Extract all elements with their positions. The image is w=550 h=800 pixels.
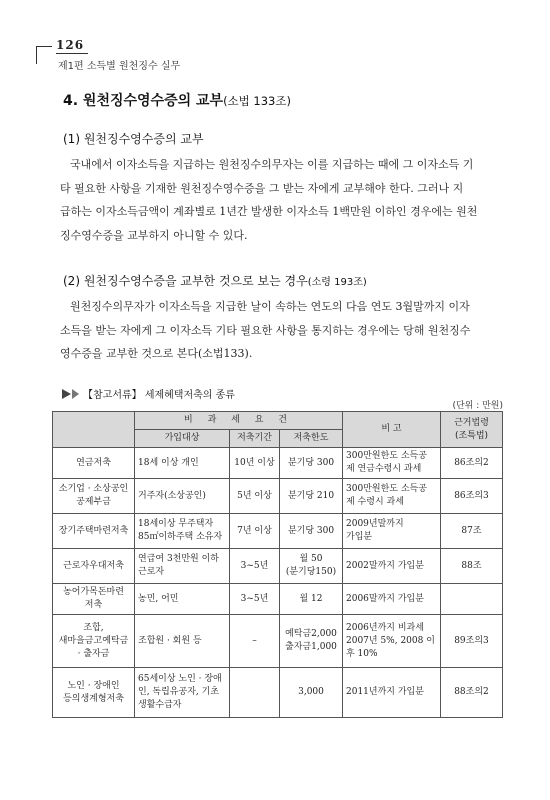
cell-period xyxy=(230,549,280,584)
cell-line: 출자금1,000 xyxy=(285,642,337,652)
table-row xyxy=(53,448,503,479)
cell-line: 공제부금 xyxy=(76,497,111,507)
cell-line: 인, 독립유공자, 기초 xyxy=(138,687,219,697)
cell-line: 89조의3 xyxy=(454,635,489,646)
cell-line: 65세이상 노인 · 장애 xyxy=(138,674,222,684)
cell-limit xyxy=(280,668,343,718)
cell-line: 소기업 · 소상공인 xyxy=(58,484,129,494)
cell-line: 7년 이상 xyxy=(237,525,272,536)
cell-note xyxy=(343,448,441,479)
cell-line: 18세이상 무주택자 xyxy=(138,519,214,529)
table-row xyxy=(53,584,503,615)
cell-law xyxy=(441,448,503,479)
page-number: 126 xyxy=(56,38,85,52)
cell-note xyxy=(343,549,441,584)
cell-note xyxy=(343,514,441,549)
savings-table xyxy=(52,411,503,718)
cell-line: 거주자(소상공인) xyxy=(138,490,206,501)
section-title-ref: (소법 133조) xyxy=(223,94,291,108)
cell-limit xyxy=(280,549,343,584)
cell-period xyxy=(230,615,280,668)
paragraph-line: 급하는 이자소득금액이 계좌별로 1년간 발생한 이자소득 1백만원 이하인 경우에는 원천 xyxy=(60,205,478,218)
cell-line: 2007년 5%, 2008 이 xyxy=(346,635,435,646)
subsection-2-title xyxy=(63,272,367,289)
cell-period xyxy=(230,514,280,549)
cell-line: 농어가목돈마련 xyxy=(63,587,124,597)
cell-limit xyxy=(280,584,343,615)
cell-line: 2002말까지 가입분 xyxy=(346,560,424,571)
table-row xyxy=(53,668,503,718)
cell-line: 300만원한도 소득공 xyxy=(346,451,427,461)
table-header-row xyxy=(53,412,503,430)
cell-line: 가입분 xyxy=(346,532,373,542)
cell-name xyxy=(53,448,135,479)
paragraph-line: 영수증을 교부한 것으로 본다(소법133). xyxy=(60,347,253,360)
header-cell-limit: 저축한도 xyxy=(280,430,343,448)
cell-period xyxy=(230,448,280,479)
header-law-line: (조특법) xyxy=(454,430,489,441)
cell-line: 2009년말까지 xyxy=(346,519,404,529)
cell-law xyxy=(441,615,503,668)
cell-line: 제 수령시 과세 xyxy=(346,497,404,507)
cell-note xyxy=(343,584,441,615)
header-cell-law xyxy=(441,412,503,448)
header-cell-note: 비 고 xyxy=(343,412,441,448)
cell-line: 2006말까지 가입분 xyxy=(346,593,424,604)
cell-name xyxy=(53,514,135,549)
cell-target xyxy=(135,448,230,479)
cell-line: 예탁금2,000 xyxy=(285,629,337,639)
chapter-title: 제1편 소득별 원천징수 실무 xyxy=(58,61,181,72)
table-row xyxy=(53,514,503,549)
arrow-icon xyxy=(62,389,71,399)
cell-line: 조합, xyxy=(83,622,104,633)
cell-line: 2006년까지 비과세 xyxy=(346,622,424,633)
paragraph-line: 소득을 받는 자에게 그 이자소득 기타 필요한 사항을 통지하는 경우에는 당해 원천징수 xyxy=(60,323,471,337)
cell-line: 근로자우대저축 xyxy=(63,560,124,571)
cell-line: 300만원한도 소득공 xyxy=(346,484,427,494)
cell-name xyxy=(53,584,135,615)
cell-law xyxy=(441,479,503,514)
arrow-icon xyxy=(72,389,79,399)
cell-line: 3~5년 xyxy=(240,560,269,571)
cell-line: 제 연금수령시 과세 xyxy=(346,464,422,474)
table-unit: (단위 : 만원) xyxy=(452,401,503,411)
cell-line: 3,000 xyxy=(298,687,324,697)
cell-limit xyxy=(280,448,343,479)
cell-line: 노인 · 장애인 xyxy=(67,680,120,691)
cell-line: 새마을금고예탁금 xyxy=(58,635,129,646)
cell-name xyxy=(53,668,135,718)
cell-line: 2011년까지 가입분 xyxy=(346,687,424,697)
cell-line: 근로자 xyxy=(138,567,165,577)
cell-limit xyxy=(280,615,343,668)
cell-name xyxy=(53,615,135,668)
cell-note xyxy=(343,615,441,668)
page-number-underline xyxy=(56,53,88,54)
cell-target xyxy=(135,479,230,514)
cell-target xyxy=(135,584,230,615)
cell-line: 10년 이상 xyxy=(234,457,275,468)
cell-line: 88조 xyxy=(461,560,482,571)
cell-name xyxy=(53,549,135,584)
cell-limit xyxy=(280,514,343,549)
cell-line: 장기주택마련저축 xyxy=(58,525,129,536)
cell-period xyxy=(230,584,280,615)
header-cell-period: 저축기간 xyxy=(230,430,280,448)
cell-line: 86조의2 xyxy=(454,457,489,468)
cell-target xyxy=(135,668,230,718)
table-row xyxy=(53,549,503,584)
cell-limit xyxy=(280,479,343,514)
section-title-text: 4. 원천징수영수증의 교부 xyxy=(63,93,224,109)
header-rule-vertical xyxy=(36,46,37,64)
reference-title-text: 【참고서류】 세제혜택저축의 종류 xyxy=(83,390,235,401)
header-law-line: 근거법령 xyxy=(454,417,489,428)
cell-line: 88조의2 xyxy=(454,687,489,697)
subsection-1-title: (1) 원천징수영수증의 교부 xyxy=(63,132,204,146)
cell-target xyxy=(135,514,230,549)
cell-line: 조합원 · 회원 등 xyxy=(138,635,202,646)
cell-line: 후 10% xyxy=(346,648,378,659)
reference-title xyxy=(62,386,235,401)
cell-line: 85㎡이하주택 소유자 xyxy=(138,532,223,542)
subsection-2-title-text: (2) 원천징수영수증을 교부한 것으로 보는 경우 xyxy=(63,274,308,288)
cell-line: 87조 xyxy=(461,525,482,536)
header-rule xyxy=(36,46,52,47)
cell-period xyxy=(230,479,280,514)
cell-line: 3~5년 xyxy=(240,593,269,604)
section-title xyxy=(63,90,291,110)
cell-line: 월 50 xyxy=(299,554,323,564)
paragraph-line: 징수영수증을 교부하지 아니할 수 있다. xyxy=(60,228,248,242)
cell-line: 등의생계형저축 xyxy=(63,693,124,704)
cell-line: 저축 xyxy=(84,600,103,610)
cell-note xyxy=(343,479,441,514)
paragraph-line: 원천징수의무자가 이자소득을 지급한 날이 속하는 연도의 다음 연도 3월말까지 이자 xyxy=(70,300,470,313)
table-row xyxy=(53,479,503,514)
cell-law xyxy=(441,668,503,718)
cell-line: 농민, 어민 xyxy=(138,593,179,604)
cell-name xyxy=(53,479,135,514)
subsection-1-body xyxy=(60,153,500,247)
cell-line: 생활수급자 xyxy=(138,700,182,710)
cell-law xyxy=(441,549,503,584)
cell-line: 연급여 3천만원 이하 xyxy=(138,554,220,564)
paragraph-line: 타 필요한 사항을 기재한 원천징수영수증을 그 받는 자에게 교부해야 한다. 그러나 지 xyxy=(60,181,464,195)
cell-line: 분기당 300 xyxy=(287,457,335,468)
cell-law xyxy=(441,584,503,615)
subsection-2-body xyxy=(60,295,500,366)
table-row xyxy=(53,615,503,668)
cell-line: 연금저축 xyxy=(76,457,111,468)
cell-line: 월 12 xyxy=(299,593,323,604)
header-cell-target: 가입대상 xyxy=(135,430,230,448)
cell-line: 분기당 210 xyxy=(287,490,335,501)
cell-note xyxy=(343,668,441,718)
header-cell-name xyxy=(53,412,135,448)
cell-target xyxy=(135,615,230,668)
table-body xyxy=(53,448,503,718)
cell-line: · 출자금 xyxy=(77,648,110,659)
cell-target xyxy=(135,549,230,584)
header-cell-group: 비 과 세 요 건 xyxy=(135,412,343,430)
subsection-2-title-ref: (소령 193조) xyxy=(307,277,367,288)
paragraph-line: 국내에서 이자소득을 지급하는 원천징수의무자는 이를 지급하는 때에 그 이자소득 기 xyxy=(70,158,474,171)
cell-law xyxy=(441,514,503,549)
cell-line: 86조의3 xyxy=(454,490,489,501)
cell-line: 5년 이상 xyxy=(237,490,272,501)
cell-period xyxy=(230,668,280,718)
cell-line: – xyxy=(252,635,257,646)
cell-line: (분기당150) xyxy=(285,567,337,577)
cell-line: 18세 이상 개인 xyxy=(138,457,199,468)
cell-line: 분기당 300 xyxy=(287,525,335,536)
